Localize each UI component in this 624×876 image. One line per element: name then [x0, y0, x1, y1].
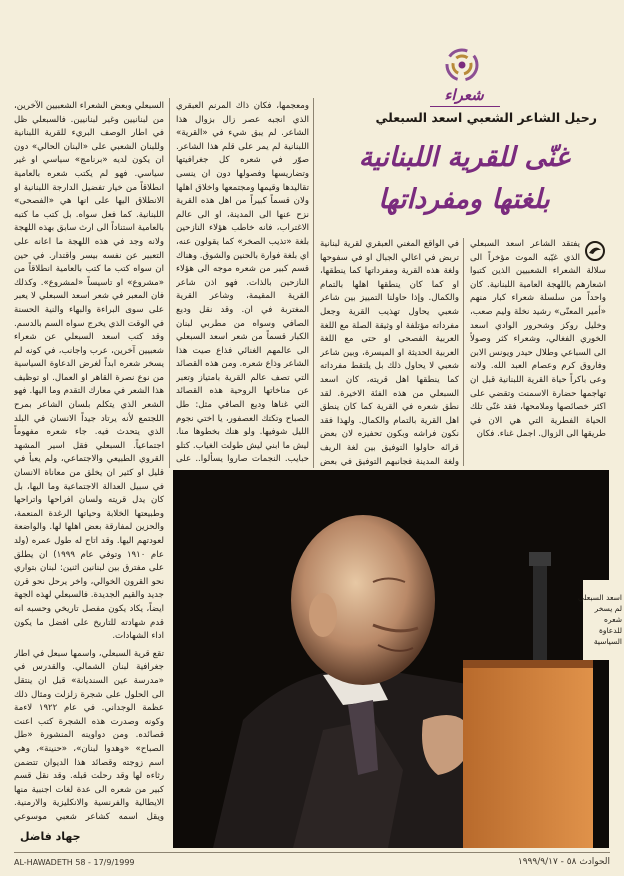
section-logo-icon	[445, 48, 479, 82]
caption-line: لم يسخر	[594, 604, 622, 613]
column-rule	[169, 98, 170, 468]
caption-line: للدعاوة	[598, 626, 622, 635]
article-ornament-icon	[584, 240, 606, 262]
footer-right: الحوادث ٥٨ - ١٩٩٩/٩/١٧	[517, 857, 610, 867]
section-label: شعراء	[444, 86, 484, 104]
article-text: السبعلي وبعض الشعراء الشعبيين الآخرين، من لبنانيين وغير لبنانيين. فالسبعلي ظل في اطار الوصف البريء للقرية اللبنانية وللبنان الشعبي على «البنان الحالي» دون ان يكون لديه «برنامج» سياسي او غير سياسي. فهو لم يكتب شعره بالعامية انطلاقاً من خيار تفضيل الدارجة اللبنانية او الانطلاق اليها على انها هي «الفصحى» اللبنانية. كما فعل سواه. بل كتب ما كتبه بالعامية استناداً الى ارث سابق بهذه اللهجة ولانه وجد في هذه اللهجة ما اعانه على التعبير عن نفسه بيسر واقتدار. في حين ان سواه كتب ما كتب بالعامية انطلاقاً من «مشروع» او تاسيساً «لمشروع». وكذلك فان المعبر في شعر اسعد السبعلي لا يعبر على سوى البراءة والبهاء والنية الحسنة في الوقت الذي يخرج سواه السم بالدسم. وقد كتب اسعد السبعلي عن شعراء شعبيين آخرين، عرب واجانب، في كونه لم يسخر شعره ابداً لغرض الدعاوة السياسية من نوع نصرة القاهر او العمال. او توظيف هذا الشعر في معارك التقدم وما اليها. فهو الشعر الذي يتكلم بلسان الشاعر بمرح اللجتمع لأنه يرتاد جيداً الانسان في البلد الذي يتحدث فيه. جاء شعره مفهوماً اجتماعياً. السبعلي فقل اسير المشهد القروي الطبيعي والاجتماعي، ولم يعبأ في قليل او كثير ان يخلق من معاناة الانسان في سبيل العدالة الاجتماعية وما اليها، بل كان يدل قريته ولسان افراحها واتراحها وطبيعتها الخلابة وحياتها الرغدة المنعمة، والحزين لمفارقة بعض اهلها لها. والواضعة لعودتهم اليها. وقد اتاح له طول عمره (ولد عام ١٩١٠ وتوفي عام ١٩٩٩) ان يطلق على مفترق بين لبنانين اثنين: لبنان بتواري نحو القرون الخوالي، واخر يرحل نحو قرن جديد والقيم الجديدة. فالسبعلي لهذه الجهة ايضاً، يكاد يكون مفصل تاريخي وحسبه انه قدم شهادته للتاريخ على افضل ما يكون اداء الشهادات.	[14, 101, 164, 642]
article-column-middle-lower	[320, 238, 459, 466]
column-rule	[313, 98, 314, 468]
portrait-illustration	[173, 470, 609, 848]
photo-caption	[578, 592, 622, 647]
caption-line: شعره	[604, 615, 622, 624]
caption-line: اسعد السبعلي	[578, 593, 622, 602]
article-column-left	[14, 100, 164, 822]
section-label-underline	[430, 106, 500, 107]
article-text: ومعجمها، فكان ذاك المرنم العبقري الذي انجبه عصر زال بزوال هذا الشاعر. لم يبق شيء في «القرية» اللبنانية لم يمر على قلم هذا الشاعر. صوّر في شعره كل جغرافيتها وتضاريسها وفصولها دون ان ينسى تقاليدها وقيمها ومجتمعها واخلاق اهلها ولان قسماً كبيراً من اهل هذه القرية نزح عنها الى المدينة، او الى عالم الاغتراب، فانه خاطب هؤلاء النازحين بلغة «تذيب الصخر» كما يقولون عنه، اي بلغة فوارة بالحنين والشوق. وهناك قسم كبير من شعره موجه الى هؤلاء النازحين بالذات. فهو اذن شاعر القرية المقيمة، وشاعر القرية المغتربة في ان. وقد نقل وديع الصافي وسواه من مطربي لبنان الكبار قسماً من شعر اسعد السبعلي الى عالمهم الغنائي فذاع صيت هذا الشاعر وذاع شعره. ومن هذه القصائد التي تصف عالم القرية بامتياز وتعبر عن مناخاتها الروحية هذه القصائد التي غناها وديع الصافي مثل: طل الصباح وتكتك العصفور، يا اختي نجوم الليل شوفيها. ولو هنك بخطوها منا. ليش ما ابني ليش طولت الغياب. كتلو حبايب. النجمات صاروا يسألوا.. على	[176, 101, 309, 465]
article-column-right	[470, 238, 606, 466]
headline-line-1: غنّى للقرية اللبنانية	[358, 142, 570, 173]
article-column-middle-upper	[176, 100, 309, 466]
article-text: يفتقد الشاعر اسعد السبعلي الذي غيّبه الموت مؤخراً الى سلالة الشعراء الشعبيين الذين كتبوا اشعارهم باللهجة العامية اللبنانية. كان واحداً من سلسلة شعراء كبار منهم «أمير المعنّى» رشيد نخلة وليم صعب، وخليل روكز وشحرور الوادي اسعد الخوري الفغالي، وشعراء كثر وصولاً الى السباعي وطلال حيدر ويونس الابن وفاروق كرم وعصام العبد الله. ولانه وعى باكراً حياة القرية اللبنانية قبل ان تهاجمها حضارة الاسمنت وتقضي على اكثر خصائصها وملامحها، فقد غنّى تلك الحياة الفطرية التي هي الان في طريقها الى الزوال. اجمل غناء. فكان	[470, 239, 606, 440]
footer-rule	[14, 852, 610, 853]
headline-line-2: بلغتها ومفرداتها	[378, 184, 550, 215]
footer-left: AL-HAWADETH 58 - 17/9/1999	[14, 858, 135, 867]
author-byline: جهاد فاضل	[20, 830, 81, 843]
article-text: في الواقع المغني العبقري لقرية لبنانية تربض في اعالي الجبال او في سفوحها ولغة هذه القرية ومفرداتها كما ينطقها، او كما كان ينطقها اهلها بالتمام والكمال. وإذا حاولنا التمييز بين شاعر شعبي يحاول تهذيب القرية وجعل مفرداته مؤتلفة او وثيقة الصلة مع اللغة العربية الفصحى او حتى مع اللغة العربية الحديثة او الميسرة، وبين شاعر شعبي لا يحاول ذلك بل يلتقط مفرداته كما ينطقها اهل قريته، كان اسعد السبعلي من هذه الفئة الاخيرة. لقد نطق شعره في القرية كما كان ينطق اهل القرية بالتمام والكمال. ولهذا فقد نكون فراشه وبكون تحفيزه لان بعض قرائه حاولوا التوفيق بين لغة الريف ولغة المدينة فجانبهم التوفيق في بعض	[320, 239, 459, 466]
portrait-photo	[173, 470, 609, 848]
caption-line: السياسية	[593, 637, 622, 646]
article-text: تقع قرية السبعلي، واسمها سبعل في اطار جغرافية لبنان الشمالي. والقدرس في «مدرسة عين السنديانة» قبل ان ينتقل الى الحلول على شجرة زلزلت ومثال ذلك عظمة الوجداني. في عام ١٩٢٢ لاءمة وكونه وصدرت هذه الشجرة كتب اعنت قصائده. ومن دواوينه المنشورة «طل الصباح» «وهدوا لبنان»، «حنينة»، وهي اسم زوجته وقصائد هذا الديوان تتضمن رثاءه لها وقد رحلت قبله. وقد نقل قسم كبير من شعره الى عدة لغات اجنبية منها الايطالية والفرنسية والانكليزية والارمنية. ويقل اسمه كشاعر شعبي موسوعي	[14, 648, 164, 822]
kicker: رحيل الشاعر الشعبي اسعد السبعلي	[375, 110, 597, 125]
column-rule	[463, 238, 464, 466]
